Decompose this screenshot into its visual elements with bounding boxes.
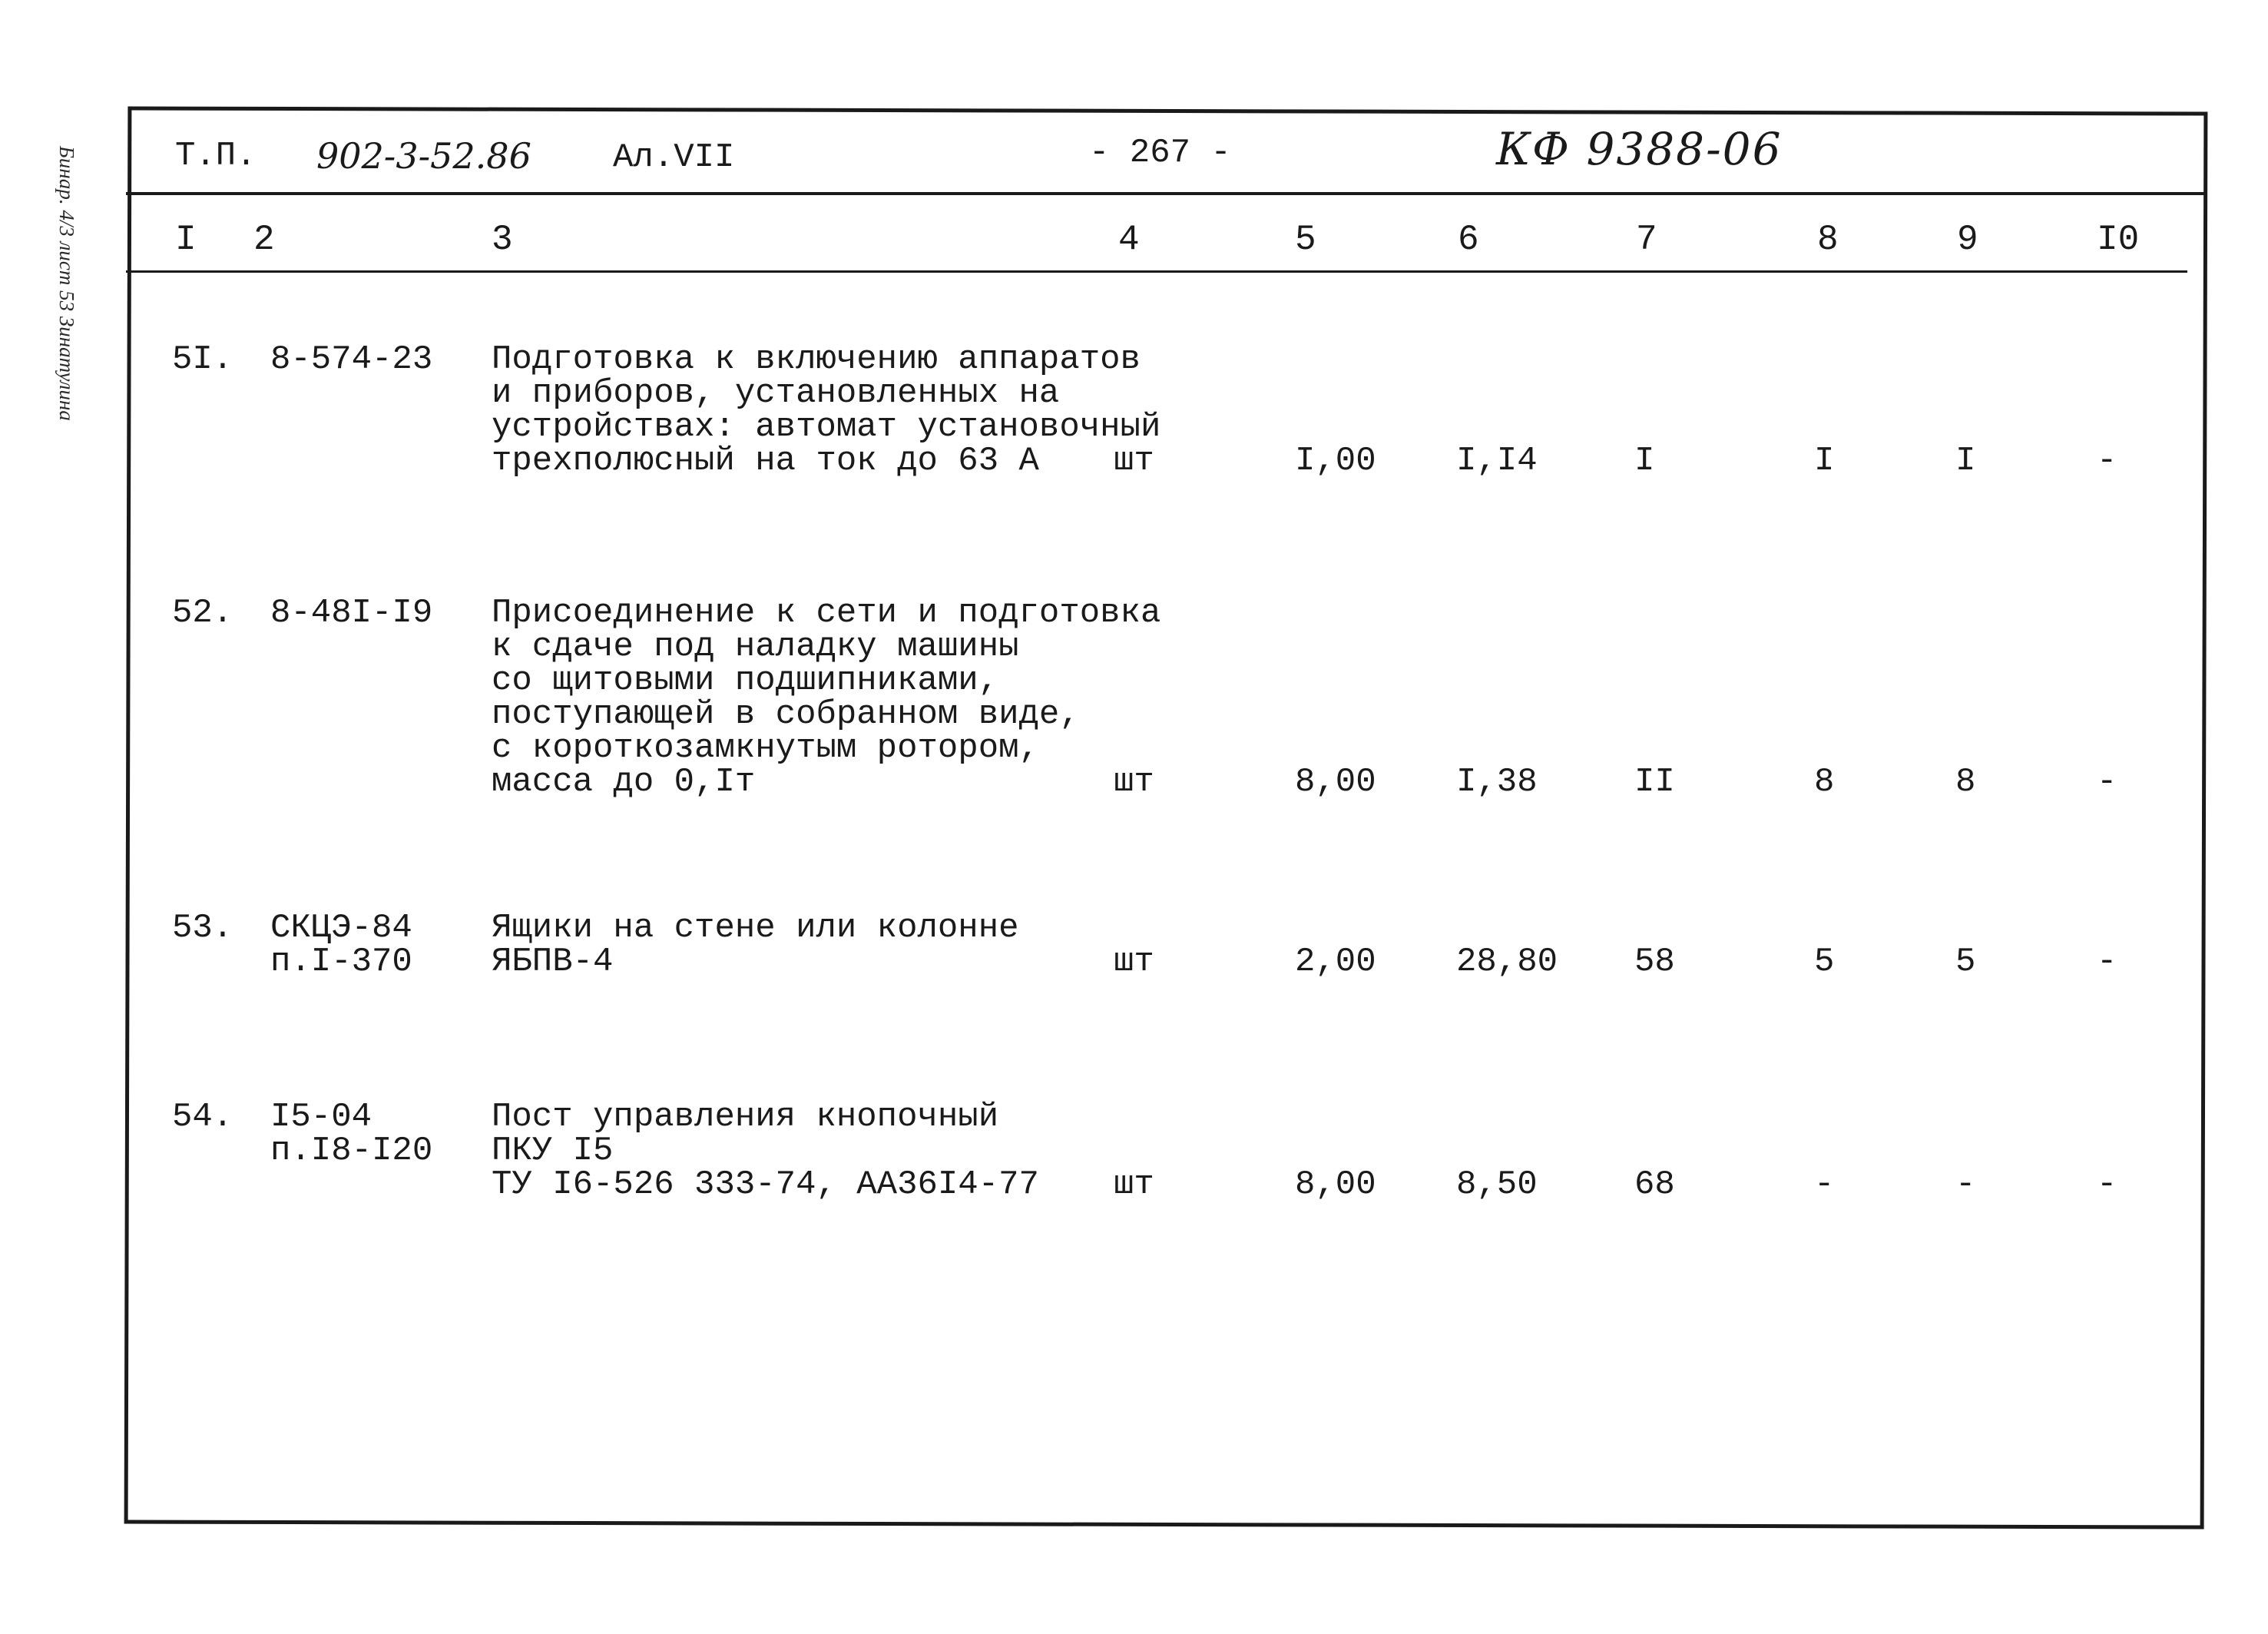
column-number: I bbox=[175, 220, 197, 260]
column-number: 5 bbox=[1295, 220, 1316, 260]
header-divider bbox=[126, 192, 2206, 195]
column-6-value: I,I4 bbox=[1456, 442, 1538, 480]
column-8-value: I bbox=[1814, 442, 1835, 480]
column-7-value: I bbox=[1634, 442, 1655, 480]
work-description: Ящики на стене или колонне ЯБПВ-4 bbox=[492, 909, 1019, 981]
row-number: 54. bbox=[172, 1098, 233, 1136]
column-number: 4 bbox=[1118, 220, 1140, 260]
column-8-value: - bbox=[1814, 1165, 1835, 1204]
quantity: I,00 bbox=[1295, 442, 1376, 480]
margin-note-text: Бинар. 4/3 лист 53 Зинатулина bbox=[55, 146, 78, 421]
archive-stamp: КФ 9388-06 bbox=[1496, 123, 1783, 175]
column-number: 7 bbox=[1636, 220, 1657, 260]
table-frame bbox=[124, 106, 2208, 1529]
column-10-value: - bbox=[2097, 943, 2117, 981]
column-number: 9 bbox=[1957, 220, 1978, 260]
column-number: 2 bbox=[253, 220, 275, 260]
row-number: 52. bbox=[172, 594, 233, 632]
column-9-value: I bbox=[1955, 442, 1976, 480]
album-number: Ал.VII bbox=[613, 138, 735, 177]
page-number: - 267 - bbox=[1089, 134, 1231, 172]
column-7-value: II bbox=[1634, 763, 1675, 801]
column-number: 6 bbox=[1458, 220, 1479, 260]
column-number: 8 bbox=[1817, 220, 1839, 260]
column-9-value: 8 bbox=[1955, 763, 1976, 801]
quantity: 2,00 bbox=[1295, 943, 1376, 981]
column-number: I0 bbox=[2097, 220, 2140, 260]
norm-code: СКЦЭ-84 bbox=[270, 909, 412, 947]
row-number: 53. bbox=[172, 909, 233, 947]
column-9-value: - bbox=[1955, 1165, 1976, 1204]
margin-note bbox=[55, 146, 91, 507]
column-8-value: 5 bbox=[1814, 943, 1835, 981]
norm-code: I5-04 bbox=[270, 1098, 372, 1136]
column-6-value: 8,50 bbox=[1456, 1165, 1538, 1204]
norm-code: 8-574-23 bbox=[270, 340, 433, 379]
column-number: 3 bbox=[492, 220, 513, 260]
work-description: Пост управления кнопочный ПКУ I5 ТУ I6-526 333-74, АА36I4-77 bbox=[492, 1098, 1039, 1204]
work-description: Присоединение к сети и подготовка к сдаче под наладку машины со щитовыми подшипниками, поступающей в собранном виде, с короткозамкнутым ротором, масса до 0,Iт bbox=[492, 594, 1161, 801]
unit: шт bbox=[1114, 1165, 1154, 1204]
column-8-value: 8 bbox=[1814, 763, 1835, 801]
column-6-value: 28,80 bbox=[1456, 943, 1558, 981]
norm-code: 8-48I-I9 bbox=[270, 594, 433, 632]
column-10-value: - bbox=[2097, 1165, 2117, 1204]
project-code: 902-3-52.86 bbox=[316, 135, 531, 177]
unit: шт bbox=[1114, 442, 1154, 480]
column-7-value: 68 bbox=[1634, 1165, 1675, 1204]
unit: шт bbox=[1114, 943, 1154, 981]
norm-code: п.I8-I20 bbox=[270, 1132, 433, 1170]
unit: шт bbox=[1114, 763, 1154, 801]
quantity: 8,00 bbox=[1295, 763, 1376, 801]
work-description: Подготовка к включению аппаратов и приборов, установленных на устройствах: автомат установочный трехполюсный на ток до 63 А bbox=[492, 340, 1161, 480]
column-7-value: 58 bbox=[1634, 943, 1675, 981]
column-10-value: - bbox=[2097, 763, 2117, 801]
column-6-value: I,38 bbox=[1456, 763, 1538, 801]
column-numbers-divider bbox=[126, 270, 2187, 273]
column-10-value: - bbox=[2097, 442, 2117, 480]
norm-code: п.I-370 bbox=[270, 943, 412, 981]
series-label: Т.П. bbox=[175, 137, 257, 175]
quantity: 8,00 bbox=[1295, 1165, 1376, 1204]
row-number: 5I. bbox=[172, 340, 233, 379]
column-9-value: 5 bbox=[1955, 943, 1976, 981]
